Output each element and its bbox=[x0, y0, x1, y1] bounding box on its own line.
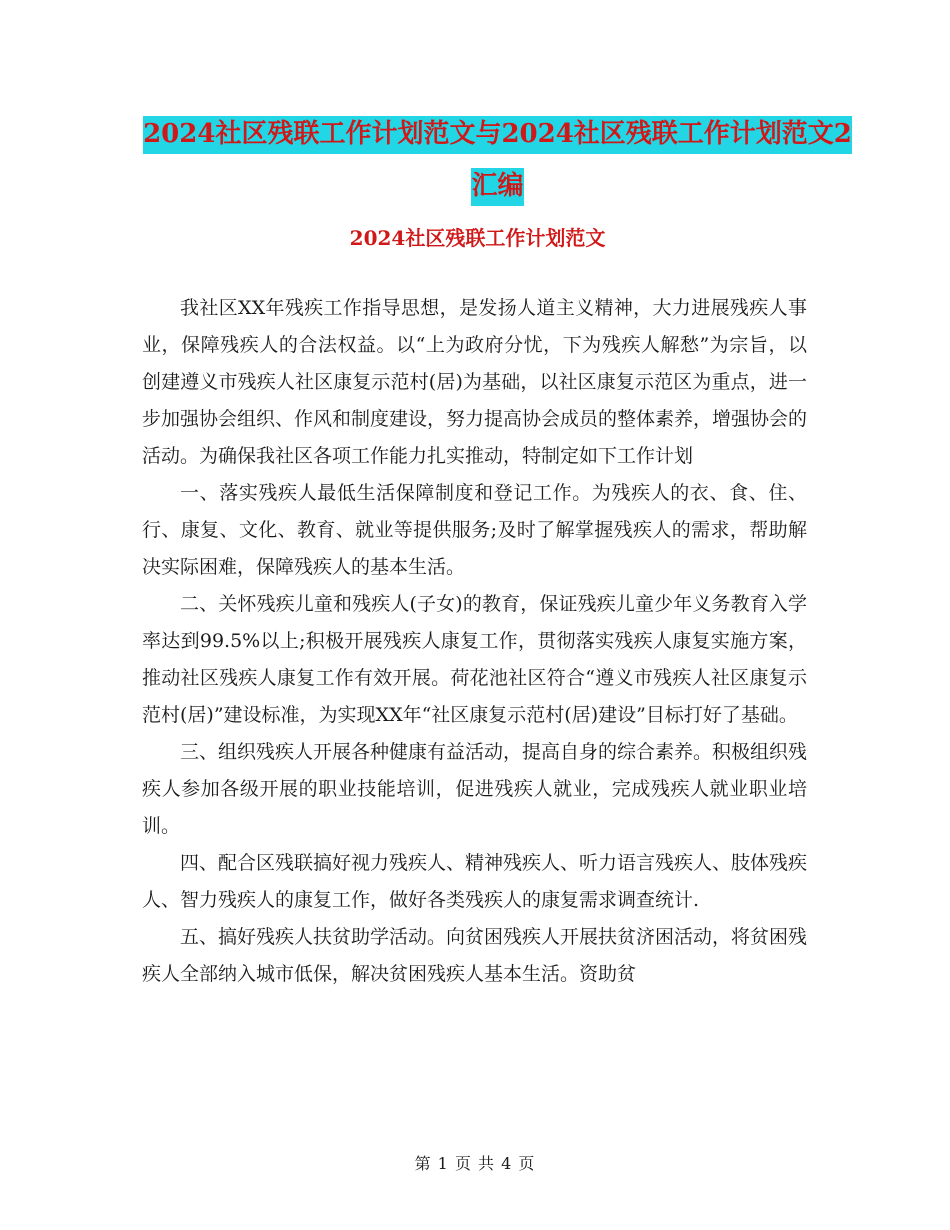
document-title-text: 2024社区残联工作计划范文与2024社区残联工作计划范文2汇编 bbox=[143, 116, 852, 206]
page-footer: 第 1 页 共 4 页 bbox=[414, 1154, 536, 1173]
paragraph: 五、搞好残疾人扶贫助学活动。向贫困残疾人开展扶贫济困活动，将贫困残疾人全部纳入城市低保，解决贫困残疾人基本生活。资助贫 bbox=[142, 926, 808, 985]
paragraph: 一、落实残疾人最低生活保障制度和登记工作。为残疾人的衣、食、住、行、康复、文化、教育、就业等提供服务;及时了解掌握残疾人的需求，帮助解决实际困难，保障残疾人的基本生活。 bbox=[142, 482, 807, 578]
document-body bbox=[142, 290, 807, 993]
paragraph: 我社区XX年残疾工作指导思想，是发扬人道主义精神，大力进展残疾人事业，保障残疾人的合法权益。以“上为政府分忧，下为残疾人解愁”为宗旨，以创建遵义市残疾人社区康复示范村(居)为基础，以社区康复示范区为重点，进一步加强协会组织、作风和制度建设，努力提高协会成员的整体素养，增强协会的活动。为确保我社区各项工作能力扎实推动，特制定如下工作计划 bbox=[142, 297, 808, 467]
paragraph: 三、组织残疾人开展各种健康有益活动，提高自身的综合素养。积极组织残疾人参加各级开展的职业技能培训，促进残疾人就业，完成残疾人就业职业培训。 bbox=[142, 741, 808, 837]
paragraph: 四、配合区残联搞好视力残疾人、精神残疾人、听力语言残疾人、肢体残疾人、智力残疾人的康复工作，做好各类残疾人的康复需求调查统计. bbox=[142, 852, 808, 911]
section-title: 2024社区残联工作计划范文 bbox=[349, 226, 606, 250]
document-title bbox=[140, 108, 855, 212]
paragraph: 二、关怀残疾儿童和残疾人(子女)的教育，保证残疾儿童少年义务教育入学率达到99.5%以上;积极开展残疾人康复工作，贯彻落实残疾人康复实施方案，推动社区残疾人康复工作有效开展。荷花池社区符合“遵义市残疾人社区康复示范村(居)”建设标准，为实现XX年“社区康复示范村(居)建设”目标打好了基础。 bbox=[142, 593, 807, 726]
